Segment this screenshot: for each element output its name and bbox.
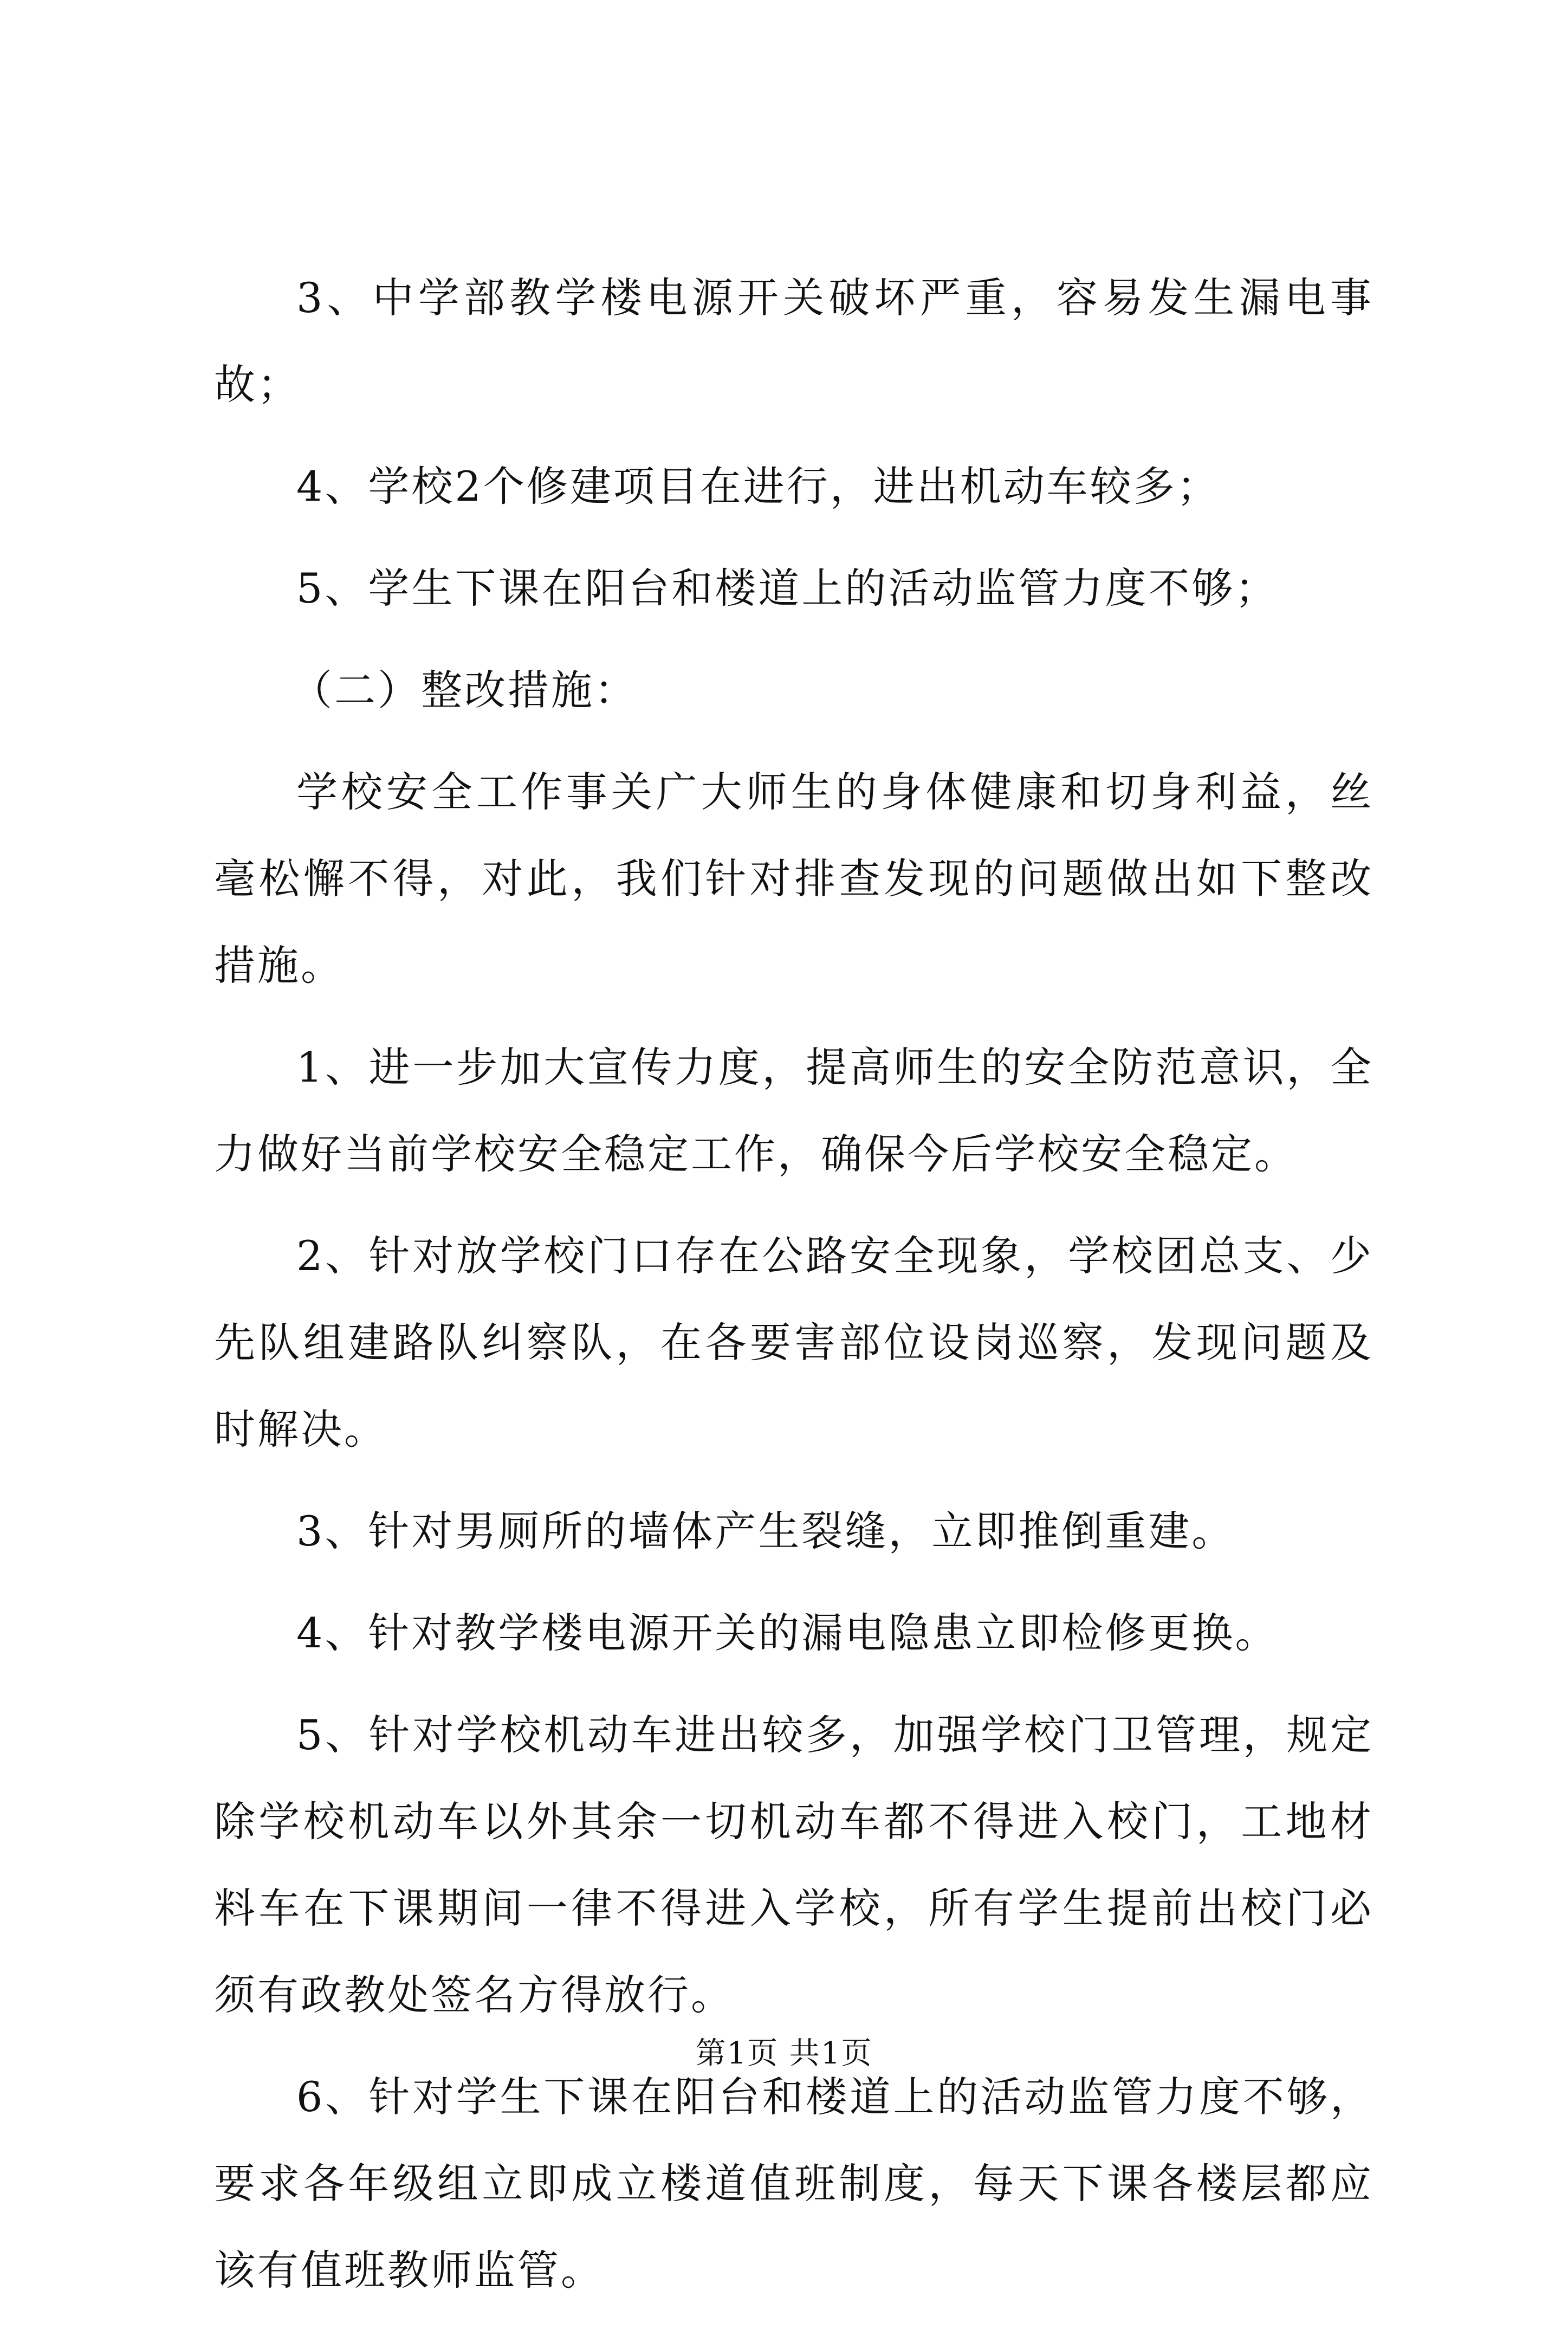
measure-item-3: 3、针对男厕所的墙体产生裂缝，立即推倒重建。 bbox=[296, 1507, 1235, 1555]
issue-item-3: 3、中学部教学楼电源开关破坏严重，容易发生漏电事故； bbox=[214, 274, 1373, 409]
section-heading-rectification: （二）整改措施： bbox=[291, 666, 638, 714]
document-body bbox=[214, 255, 1373, 2329]
measure-item-4: 4、针对教学楼电源开关的漏电隐患立即检修更换。 bbox=[296, 1609, 1279, 1657]
measure-item-5: 5、针对学校机动车进出较多，加强学校门卫管理，规定除学校机动车以外其余一切机动车都不得进入校门，工地材料车在下课期间一律不得进入学校，所有学生提前出校门必须有政教处签名方得放行。 bbox=[214, 1711, 1373, 2019]
intro-paragraph: 学校安全工作事关广大师生的身体健康和切身利益，丝毫松懈不得，对此，我们针对排查发现的问题做出如下整改措施。 bbox=[214, 768, 1373, 989]
measure-item-2: 2、针对放学校门口存在公路安全现象，学校团总支、少先队组建路队纠察队，在各要害部位设岗巡察，发现问题及时解决。 bbox=[214, 1232, 1373, 1453]
issue-item-5: 5、学生下课在阳台和楼道上的活动监管力度不够； bbox=[296, 564, 1279, 612]
issue-item-4: 4、学校2个修建项目在进行，进出机动车较多； bbox=[296, 462, 1220, 510]
measure-item-6: 6、针对学生下课在阳台和楼道上的活动监管力度不够，要求各年级组立即成立楼道值班制度，每天下课各楼层都应该有值班教师监管。 bbox=[214, 2073, 1373, 2294]
measure-item-1: 1、进一步加大宣传力度，提高师生的安全防范意识，全力做好当前学校安全稳定工作，确保今后学校安全稳定。 bbox=[214, 1043, 1373, 1178]
page-footer: 第1页 共1页 bbox=[695, 2036, 873, 2071]
